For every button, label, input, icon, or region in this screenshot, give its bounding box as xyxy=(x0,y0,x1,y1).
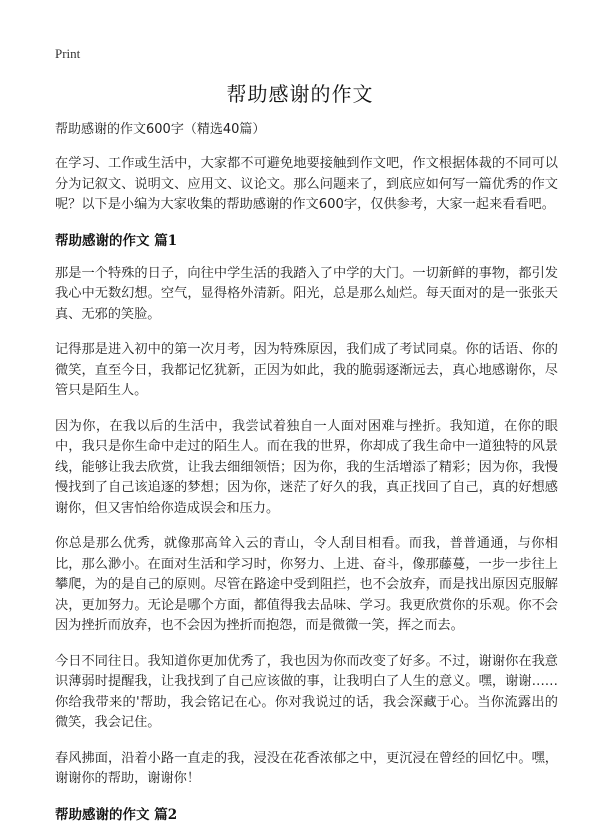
section-1-paragraph-2: 记得那是进入初中的第一次月考，因为特殊原因，我们成了考试同桌。你的话语、你的微笑，直至今日，我都记忆犹新，正因为如此，我的脆弱逐渐远去，真心地感谢你，尽管只是陌生人。 xyxy=(55,342,558,398)
intro-paragraph: 在学习、工作或生活中，大家都不可避免地要接触到作文吧，作文根据体裁的不同可以分为记叙文、说明文、应用文、议论文。那么问题来了，到底应如何写一篇优秀的作文呢？以下是小编为大家收集的帮助感谢的作文600字，仅供参考，大家一起来看看吧。 xyxy=(55,156,558,212)
section-heading-2: 帮助感谢的作文 篇2 xyxy=(55,806,178,823)
section-1-paragraph-5: 今日不同往日。我知道你更加优秀了，我也因为你而改变了好多。不过，谢谢你在我意识薄弱时提醒我，让我找到了自己应该做的事，让我明白了人生的意义。嘿，谢谢……你给我带来的'帮助，我会铭记在心。你对我说过的话，我会深藏于心。当你流露出的微笑，我会记住。 xyxy=(55,653,558,730)
article-subtitle: 帮助感谢的作文600字（精选40篇） xyxy=(55,122,266,137)
article-body xyxy=(55,120,558,838)
article-title: 帮助感谢的作文 xyxy=(226,82,374,106)
section-heading-1: 帮助感谢的作文 篇1 xyxy=(55,232,178,249)
print-link[interactable]: Print xyxy=(55,46,81,61)
section-1-paragraph-3: 因为你，在我以后的生活中，我尝试着独自一人面对困难与挫折。我知道，在你的眼中，我只是你生命中走过的陌生人。而在我的世界，你却成了我生命中一道独特的风景线，能够让我去欣赏，让我去细细领悟；因为你，我的生活增添了精彩；因为你，我慢慢找到了自己该追逐的梦想；因为你，迷茫了好久的我，真正找回了自己，真的好想感谢你，但又害怕给你造成误会和压力。 xyxy=(55,418,558,516)
section-1-paragraph-6: 春风拂面，沿着小路一直走的我，浸没在花香浓郁之中，更沉浸在曾经的回忆中。嘿，谢谢你的帮助，谢谢你！ xyxy=(55,750,558,786)
section-1-paragraph-1: 那是一个特殊的日子，向往中学生活的我踏入了中学的大门。一切新鲜的事物，都引发我心中无数幻想。空气，显得格外清新。阳光，总是那么灿烂。每天面对的是一张张天真、无邪的笑脸。 xyxy=(55,265,558,322)
section-1-paragraph-4: 你总是那么优秀，就像那高耸入云的青山，令人刮目相看。而我，普普通通，与你相比，那么渺小。在面对生活和学习时，你努力、上进、奋斗，像那藤蔓，一步一步往上攀爬，为的是自己的原则。尽管在路途中受到阻拦，也不会放弃，而是找出原因克服解决，更加努力。无论是哪个方面，都值得我去品味、学习。我更欣赏你的乐观。你不会因为挫折而放弃，也不会因为挫折而抱怨，而是微微一笑，挥之而去。 xyxy=(55,536,558,633)
